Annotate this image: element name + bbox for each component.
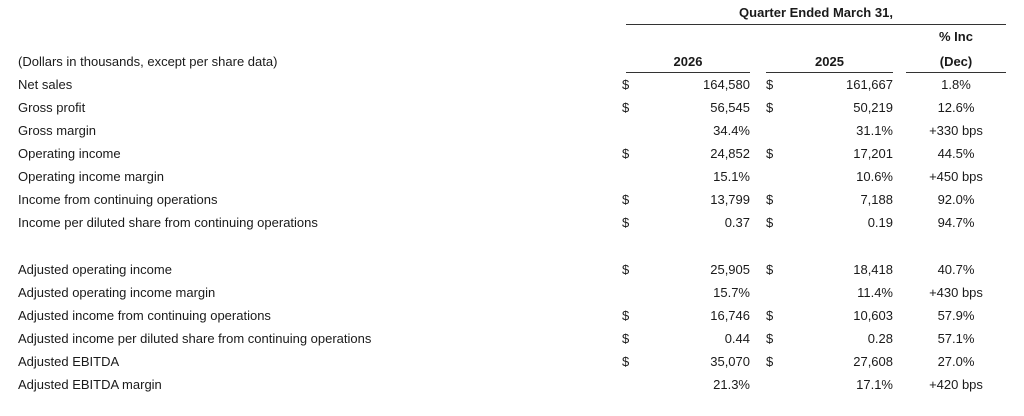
table-row [0, 308, 1024, 328]
currency-2026: $ [622, 77, 630, 92]
currency-2025: $ [766, 215, 774, 230]
value-2026: 13,799 [710, 192, 750, 207]
pct-change: 57.1% [937, 331, 975, 346]
table-row [0, 331, 1024, 351]
pct-change: 40.7% [937, 262, 975, 277]
currency-2025: $ [766, 262, 774, 277]
pct-change: 12.6% [937, 100, 975, 115]
value-2026: 21.3% [713, 377, 750, 392]
pct-change: 1.8% [941, 77, 971, 92]
currency-2025: $ [766, 77, 774, 92]
row-label: Income per diluted share from continuing operations [18, 215, 318, 230]
table-row [0, 77, 1024, 97]
value-2026: 35,070 [710, 354, 750, 369]
value-2025: 18,418 [853, 262, 893, 277]
column-header-2026: 2026 [673, 54, 703, 69]
pct-change: +430 bps [929, 285, 983, 300]
table-row [0, 354, 1024, 374]
value-2025: 10.6% [856, 169, 893, 184]
row-label: Gross margin [18, 123, 97, 138]
value-2026: 34.4% [713, 123, 750, 138]
value-2026: 25,905 [710, 262, 750, 277]
value-2026: 15.1% [713, 169, 750, 184]
value-2025: 31.1% [856, 123, 893, 138]
pct-change: 57.9% [937, 308, 975, 323]
currency-2026: $ [622, 262, 630, 277]
value-2025: 50,219 [853, 100, 893, 115]
currency-2026: $ [622, 100, 630, 115]
currency-2025: $ [766, 331, 774, 346]
value-2026: 0.37 [724, 215, 750, 230]
value-2025: 161,667 [846, 77, 893, 92]
currency-2026: $ [622, 215, 630, 230]
value-2026: 0.44 [724, 331, 750, 346]
value-2025: 7,188 [860, 192, 893, 207]
table-row [0, 146, 1024, 166]
value-2025: 11.4% [857, 285, 893, 300]
currency-2026: $ [622, 146, 630, 161]
value-2025: 17,201 [853, 146, 893, 161]
row-label: Adjusted operating income [18, 262, 172, 277]
pct-change: 92.0% [937, 192, 975, 207]
value-2025: 27,608 [853, 354, 893, 369]
row-label: Operating income margin [18, 169, 164, 184]
pct-underline [906, 72, 1006, 73]
currency-2025: $ [766, 100, 774, 115]
currency-2025: $ [766, 192, 774, 207]
currency-2026: $ [622, 331, 630, 346]
value-2025: 0.28 [867, 331, 893, 346]
pct-change: 94.7% [937, 215, 975, 230]
group-divider [626, 24, 1006, 25]
value-2026: 16,746 [710, 308, 750, 323]
pct-change: +450 bps [929, 169, 983, 184]
row-label: Net sales [18, 77, 73, 92]
pct-change: 44.5% [937, 146, 975, 161]
table-row [0, 100, 1024, 120]
group-title: Quarter Ended March 31, [739, 5, 893, 20]
currency-2025: $ [766, 308, 774, 323]
value-2026: 56,545 [710, 100, 750, 115]
currency-2025: $ [766, 146, 774, 161]
pct-change: +420 bps [929, 377, 983, 392]
row-label: Operating income [18, 146, 121, 161]
row-label: Adjusted income from continuing operations [18, 308, 271, 323]
value-2026: 164,580 [703, 77, 750, 92]
table-row [0, 123, 1024, 143]
table-row [0, 169, 1024, 189]
row-label: Adjusted income per diluted share from continuing operations [18, 331, 372, 346]
table-row [0, 262, 1024, 282]
currency-2026: $ [622, 192, 630, 207]
column-header-2025: 2025 [815, 54, 844, 69]
value-2026: 24,852 [710, 146, 750, 161]
row-label: Adjusted operating income margin [18, 285, 216, 300]
value-2025: 17.1% [856, 377, 893, 392]
value-2025: 0.19 [867, 215, 893, 230]
col-2025-underline [766, 72, 893, 73]
col-2026-underline [626, 72, 750, 73]
table-row [0, 377, 1024, 397]
value-2025: 10,603 [853, 308, 893, 323]
table-row [0, 215, 1024, 235]
pct-change: 27.0% [937, 354, 975, 369]
units-note: (Dollars in thousands, except per share data) [18, 54, 278, 69]
table-row [0, 285, 1024, 305]
row-label: Adjusted EBITDA [18, 354, 120, 369]
currency-2026: $ [622, 308, 630, 323]
currency-2025: $ [766, 354, 774, 369]
pct-change: +330 bps [929, 123, 983, 138]
row-label: Gross profit [18, 100, 86, 115]
pct-header-line2: (Dec) [939, 54, 973, 69]
currency-2026: $ [622, 354, 630, 369]
value-2026: 15.7% [713, 285, 750, 300]
row-label: Income from continuing operations [18, 192, 218, 207]
table-row [0, 192, 1024, 212]
row-label: Adjusted EBITDA margin [18, 377, 162, 392]
pct-header-line1: % Inc [939, 29, 973, 44]
